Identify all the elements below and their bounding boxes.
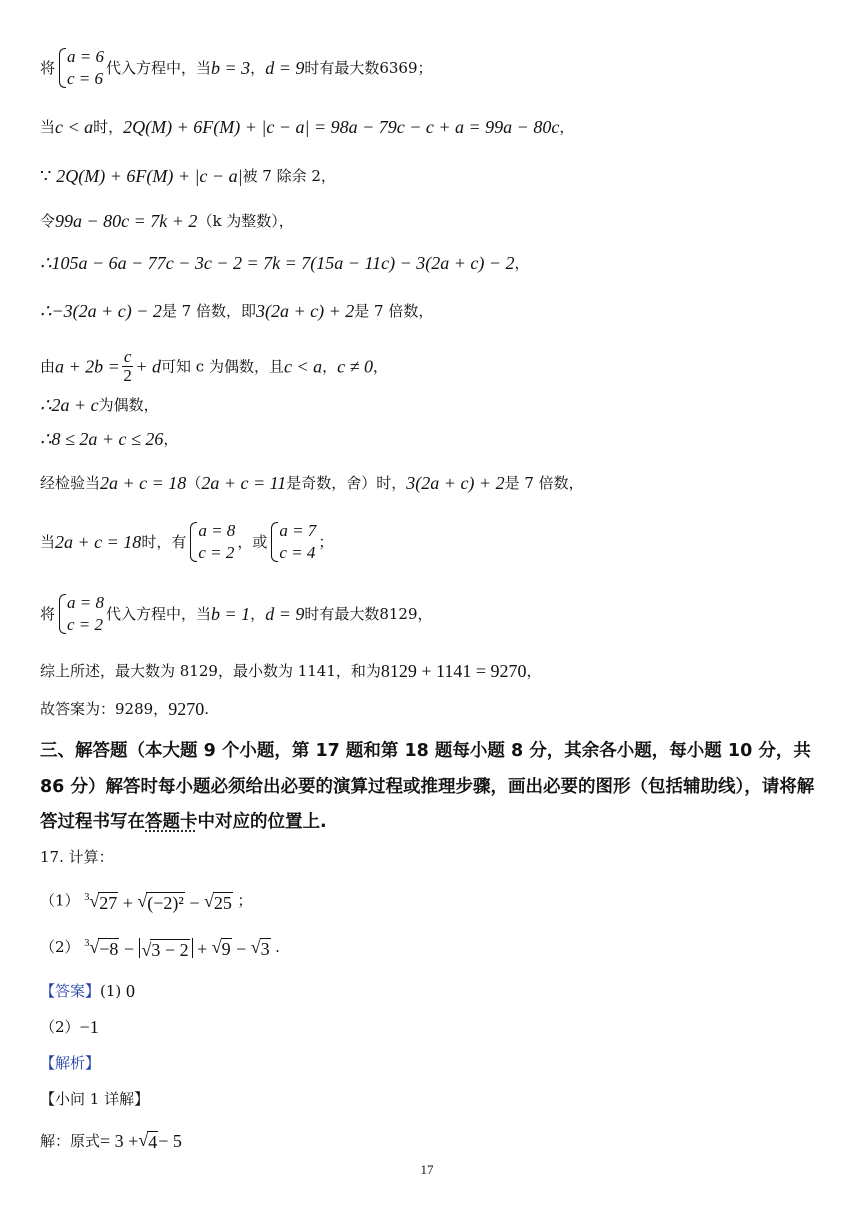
solution-line-10: 经检验当2a + c = 18（2a + c = 11是奇数，舍）时，3(2a + c) + 2是 7 倍数， (40, 473, 584, 493)
solution-line-8: ∴2a + c为偶数， (40, 395, 159, 415)
equation-system-a8-c2: a = 8 c = 2 (188, 520, 235, 564)
sub-question-1-tag: 【小问 1 详解】 (40, 1090, 150, 1108)
analysis-tag-line (40, 1052, 100, 1073)
solution-line-3: ∵ 2Q(M) + 6F(M) + |c − a|被 7 除余 2， (40, 166, 336, 186)
solution-line-2: 当c < a时，2Q(M) + 6F(M) + |c − a| = 98a − 79c − c + a = 99a − 80c， (40, 117, 575, 137)
section-heading: 三、解答题（本大题 9 个小题，第 17 题和第 18 题每小题 8 分，其余各小题，每小题 10 分，共 86 分）解答时每小题必须给出必要的演算过程或推理步骤，画出必要的图形（包括辅助线），请将解答过程书写在答题卡中对应的位置上. (40, 741, 815, 832)
analysis-tag: 【解析】 (40, 1054, 101, 1072)
problem-title: 17. 计算： (40, 848, 114, 866)
solution-line-1: 将 a = 6 c = 6 代入方程中，当b = 3，d = 9时有最大数6369； (40, 47, 433, 88)
fraction-c-over-2: $\frac{c}{2}$ (123, 347, 132, 385)
page-number: 17 (420, 1162, 434, 1177)
solution-line-4: 令99a − 80c = 7k + 2（k 为整数）， (40, 211, 294, 231)
solution-line-6: ∴−3(2a + c) − 2是 7 倍数，即3(2a + c) + 2是 7 倍数， (40, 301, 434, 321)
solution-line-5: ∴105a − 6a − 77c − 3c − 2 = 7k = 7(15a − 11c) − 3(2a + c) − 2， (40, 253, 530, 273)
solution-line-13: 综上所述，最大数为 8129，最小数为 1141，和为8129 + 1141 = 9270， (40, 661, 542, 681)
solution-line-7: 由a + 2b = $\frac{c}{2}$ + d可知 c 为偶数，且c < a，c ≠ 0， (40, 347, 389, 385)
problem-part-1: （1） $^3$√27 + √(−2)² − √25 ； (40, 891, 253, 913)
answer-line-2: （2）−1 (40, 1017, 99, 1037)
problem-part-2: （2） $^3$√−8 − √3 − 2 + √9 − √3 . (40, 937, 280, 960)
answer-card-emphasis: 答题卡 (145, 812, 198, 832)
equation-system-a7-c4: a = 7 c = 4 (269, 520, 316, 564)
equation-system-a8-c2-substitute: a = 8 c = 2 (57, 592, 104, 636)
absolute-value: √3 − 2 (139, 938, 193, 958)
solution-line-9: ∴8 ≤ 2a + c ≤ 26， (40, 429, 179, 449)
answer-tag: 【答案】 (40, 982, 101, 1000)
solution-line-11: 当2a + c = 18时，有 a = 8 c = 2 ，或 a = 7 c = 4 ； (40, 521, 334, 562)
solution-start-line: 解：原式= 3 +√4− 5 (40, 1130, 182, 1152)
solution-line-12: 将 a = 8 c = 2 代入方程中，当b = 1，d = 9时有最大数8129， (40, 593, 433, 634)
equation-system-a6-c6: a = 6 c = 6 (57, 46, 104, 90)
answer-line-1: 【答案】(1) 0 (40, 981, 136, 1001)
final-answer-line: 故答案为：9289，9270. (40, 699, 209, 719)
